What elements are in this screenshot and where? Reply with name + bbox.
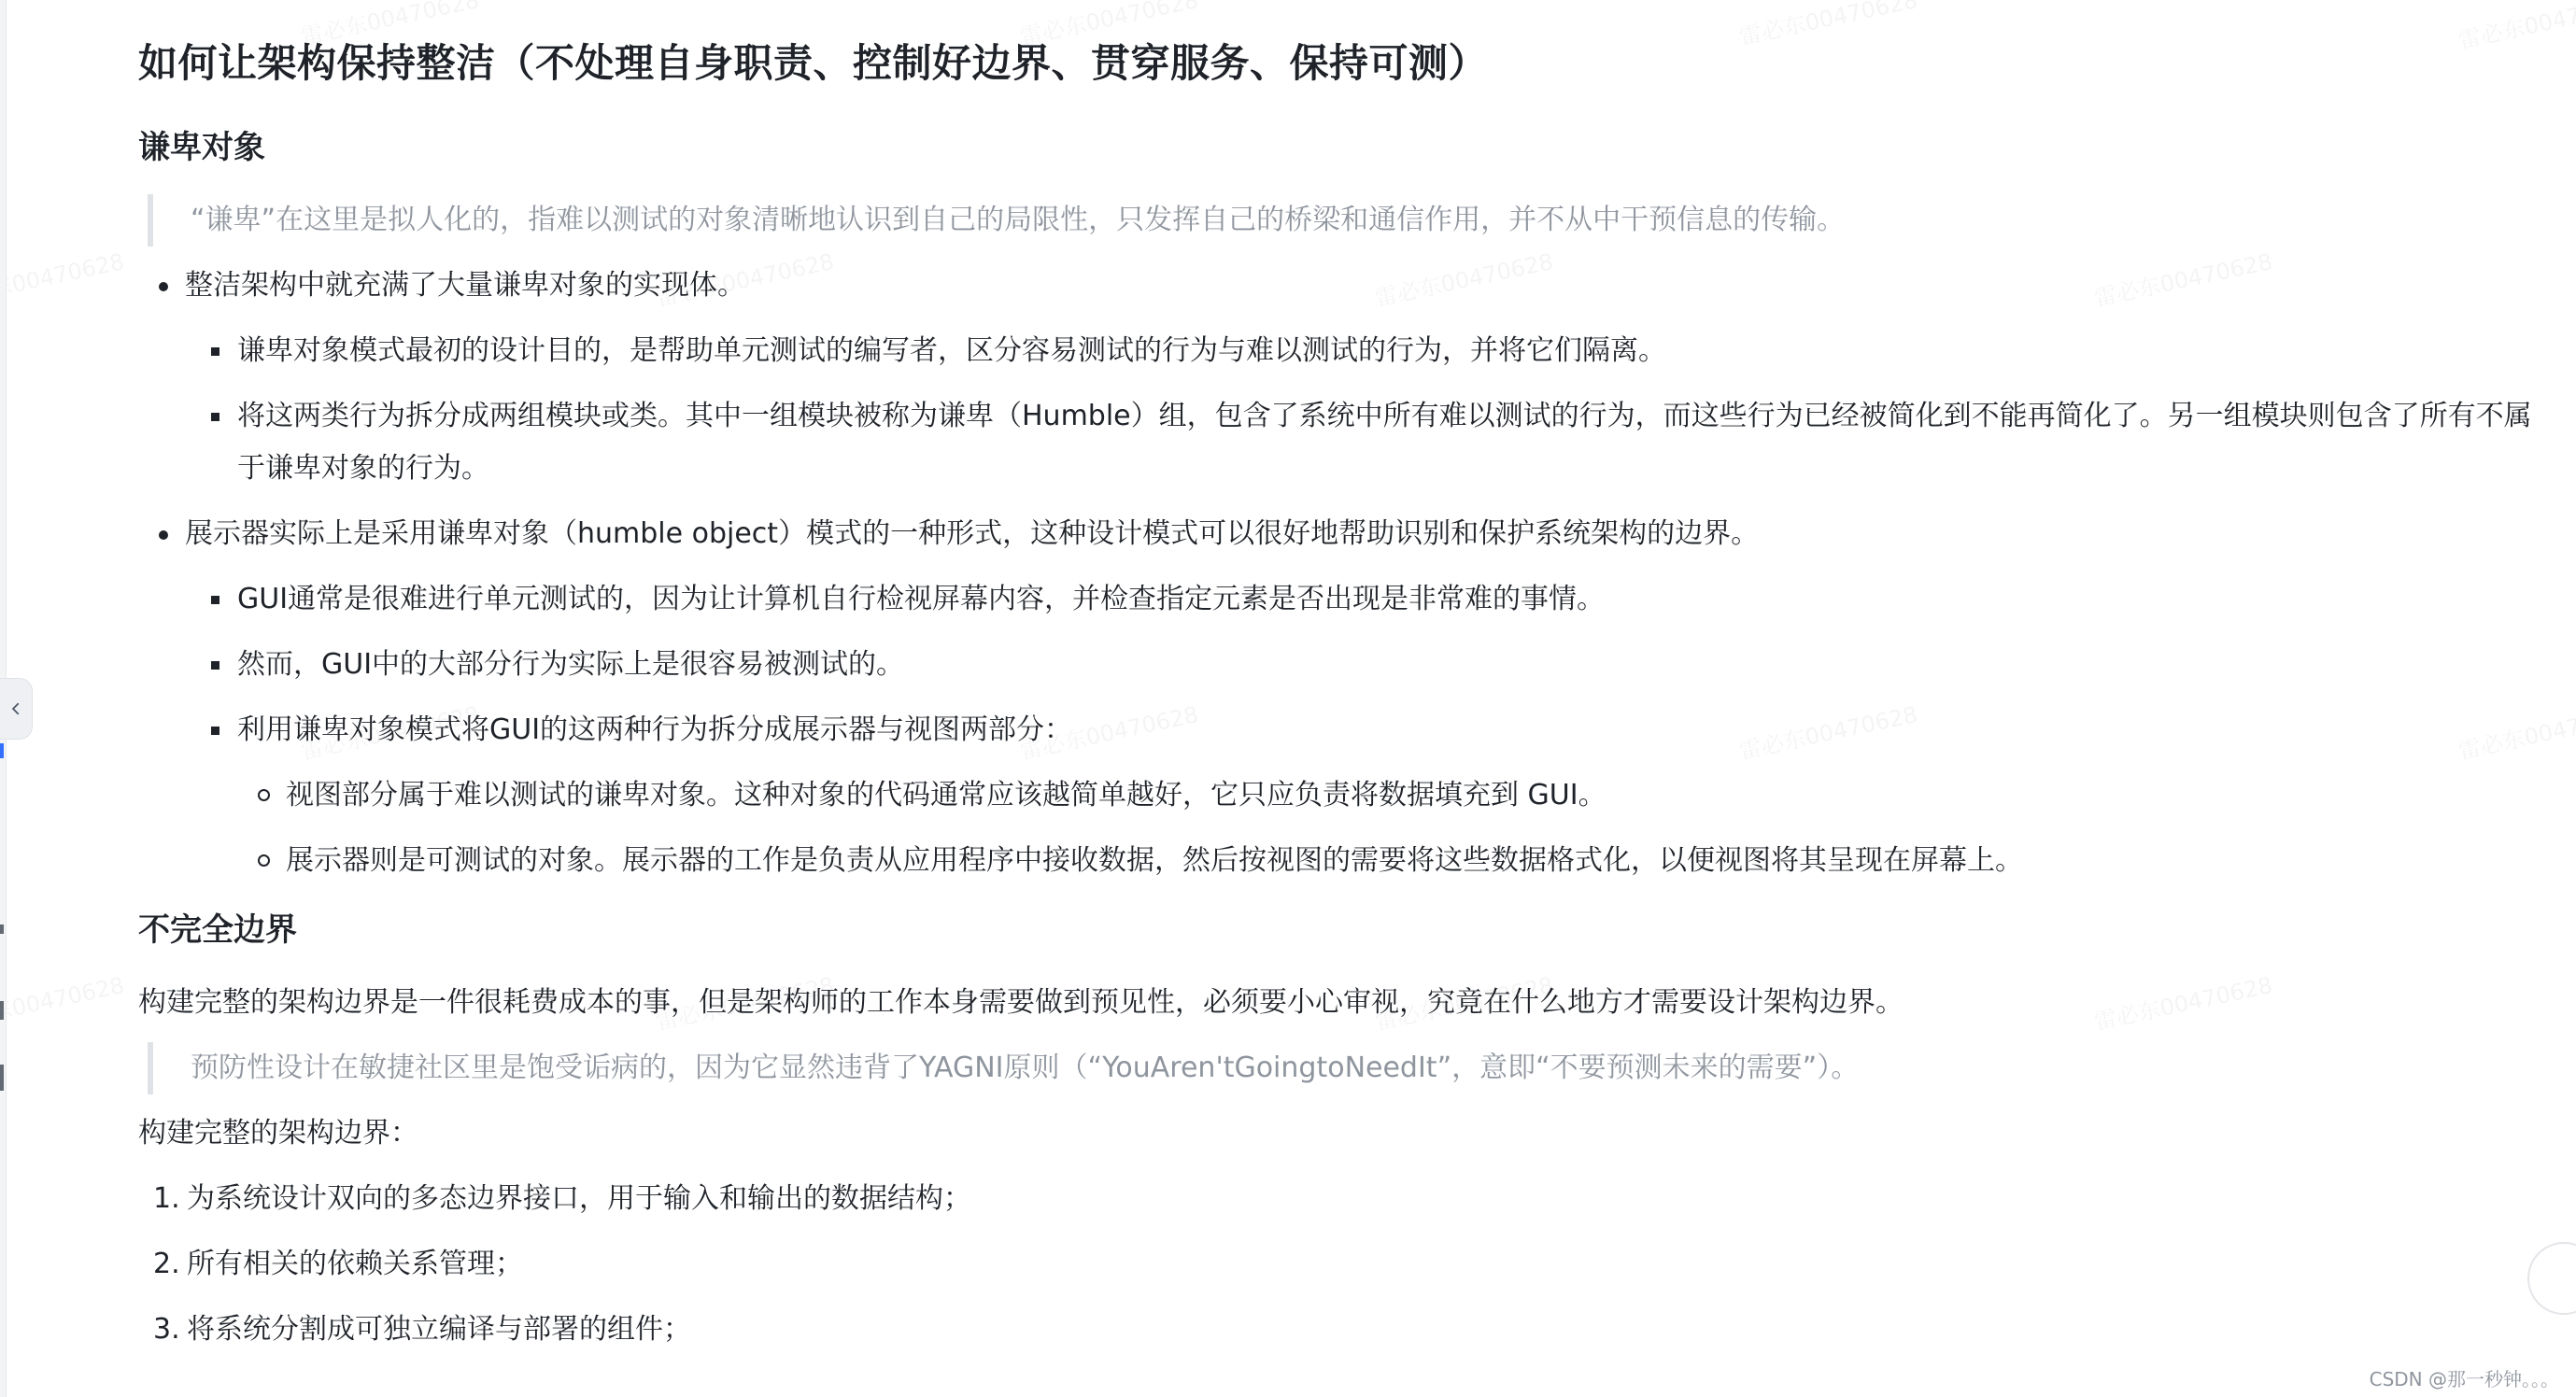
list-item-text: 所有相关的依赖关系管理； — [187, 1248, 523, 1280]
bullet-square-icon — [211, 413, 219, 421]
rail-marker — [0, 1065, 4, 1091]
bullet-square-icon — [211, 661, 219, 670]
bullet-square-icon — [211, 727, 219, 735]
bullet-square-icon — [211, 596, 219, 604]
list-item-text: 然而，GUI中的大部分行为实际上是很容易被测试的。 — [237, 648, 905, 681]
sub-list — [185, 573, 2557, 887]
sub-list — [185, 325, 2557, 495]
bullet-dot-icon — [159, 530, 168, 540]
list-item-text: 谦卑对象模式最初的设计目的，是帮助单元测试的编写者，区分容易测试的行为与难以测试的行为，并将它们隔离。 — [237, 334, 1666, 367]
rail-marker — [0, 924, 4, 934]
list-item-text: 为系统设计双向的多态边界接口，用于输入和输出的数据结构； — [187, 1182, 971, 1215]
paragraph: 构建完整的架构边界： — [138, 1117, 418, 1150]
list-item-text: GUI通常是很难进行单元测试的，因为让计算机自行检视屏幕内容，并检查指定元素是否出现是非常难的事情。 — [237, 583, 1606, 615]
chevron-left-icon — [7, 700, 24, 717]
list-item — [138, 260, 2557, 495]
section-humble-object — [138, 118, 2557, 887]
rail-marker — [0, 743, 4, 758]
list-item — [138, 508, 2557, 887]
rail-marker — [0, 1001, 4, 1020]
bullet-square-icon — [211, 347, 219, 356]
list-item — [138, 704, 2557, 887]
section-heading: 不完全边界 — [138, 911, 297, 949]
source-credit: CSDN @那一秒钟。。。 — [2369, 1368, 2559, 1390]
numbered-list — [138, 1173, 2557, 1356]
numbered-item — [138, 1238, 2557, 1291]
list-item-text: 整洁架构中就充满了大量谦卑对象的实现体。 — [185, 269, 745, 302]
list-item-text: 展示器实际上是采用谦卑对象（humble object）模式的一种形式，这种设计模式可以很好地帮助识别和保护系统架构的边界。 — [185, 517, 1760, 550]
list-item-text: 展示器则是可测试的对象。展示器的工作是负责从应用程序中接收数据，然后按视图的需要将这些数据格式化，以便视图将其呈现在屏幕上。 — [286, 844, 2023, 877]
numbered-item — [138, 1173, 2557, 1225]
section-incomplete-boundary — [138, 900, 2557, 1356]
watermark — [0, 243, 127, 313]
item-number: 2. — [153, 1248, 180, 1280]
list-item-text: 视图部分属于难以测试的谦卑对象。这种对象的代码通常应该越简单越好，它只应负责将数据填充到 GUI。 — [286, 779, 1606, 811]
paragraph: 构建完整的架构边界是一件很耗费成本的事，但是架构师的工作本身需要做到预见性，必须要小心审视，究竟在什么地方才需要设计架构边界。 — [138, 986, 1904, 1019]
list-item — [138, 573, 2557, 626]
bullet-circle-icon — [258, 789, 270, 801]
blockquote: “谦卑”在这里是拟人化的，指难以测试的对象清晰地认识到自己的局限性，只发挥自己的桥梁和通信作用，并不从中干预信息的传输。 — [148, 194, 2557, 247]
section-heading: 谦卑对象 — [138, 129, 265, 166]
numbered-item — [138, 1304, 2557, 1356]
list-item-text: 将系统分割成可独立编译与部署的组件； — [187, 1313, 691, 1346]
watermark — [0, 967, 127, 1037]
blockquote: 预防性设计在敏捷社区里是饱受诟病的，因为它显然违背了YAGNI原则（“YouAren'tGoingtoNeedIt”，意即“不要预测未来的需要”）。 — [148, 1042, 2557, 1094]
bullet-dot-icon — [159, 282, 168, 291]
list-item — [138, 769, 2557, 822]
list-item — [138, 325, 2557, 377]
bullet-circle-icon — [258, 854, 270, 867]
list-item — [138, 835, 2557, 887]
item-number: 3. — [153, 1313, 180, 1346]
document-body — [138, 26, 2557, 1369]
list-item-text: 将这两类行为拆分成两组模块或类。其中一组模块被称为谦卑（Humble）组，包含了系统中所有难以测试的行为，而这些行为已经被简化到不能再简化了。另一组模块则包含了所有不属于谦卑对象的行为。 — [237, 400, 2532, 485]
list-item — [138, 390, 2557, 495]
list-item-text: 利用谦卑对象模式将GUI的这两种行为拆分成展示器与视图两部分： — [237, 713, 1073, 746]
page-title: 如何让架构保持整洁（不处理自身职责、控制好边界、贯穿服务、保持可测） — [138, 40, 1489, 86]
list-item — [138, 639, 2557, 691]
bullet-list — [138, 260, 2557, 887]
sub-list — [237, 769, 2557, 887]
collapse-sidebar-button[interactable] — [0, 678, 33, 740]
item-number: 1. — [153, 1182, 180, 1215]
